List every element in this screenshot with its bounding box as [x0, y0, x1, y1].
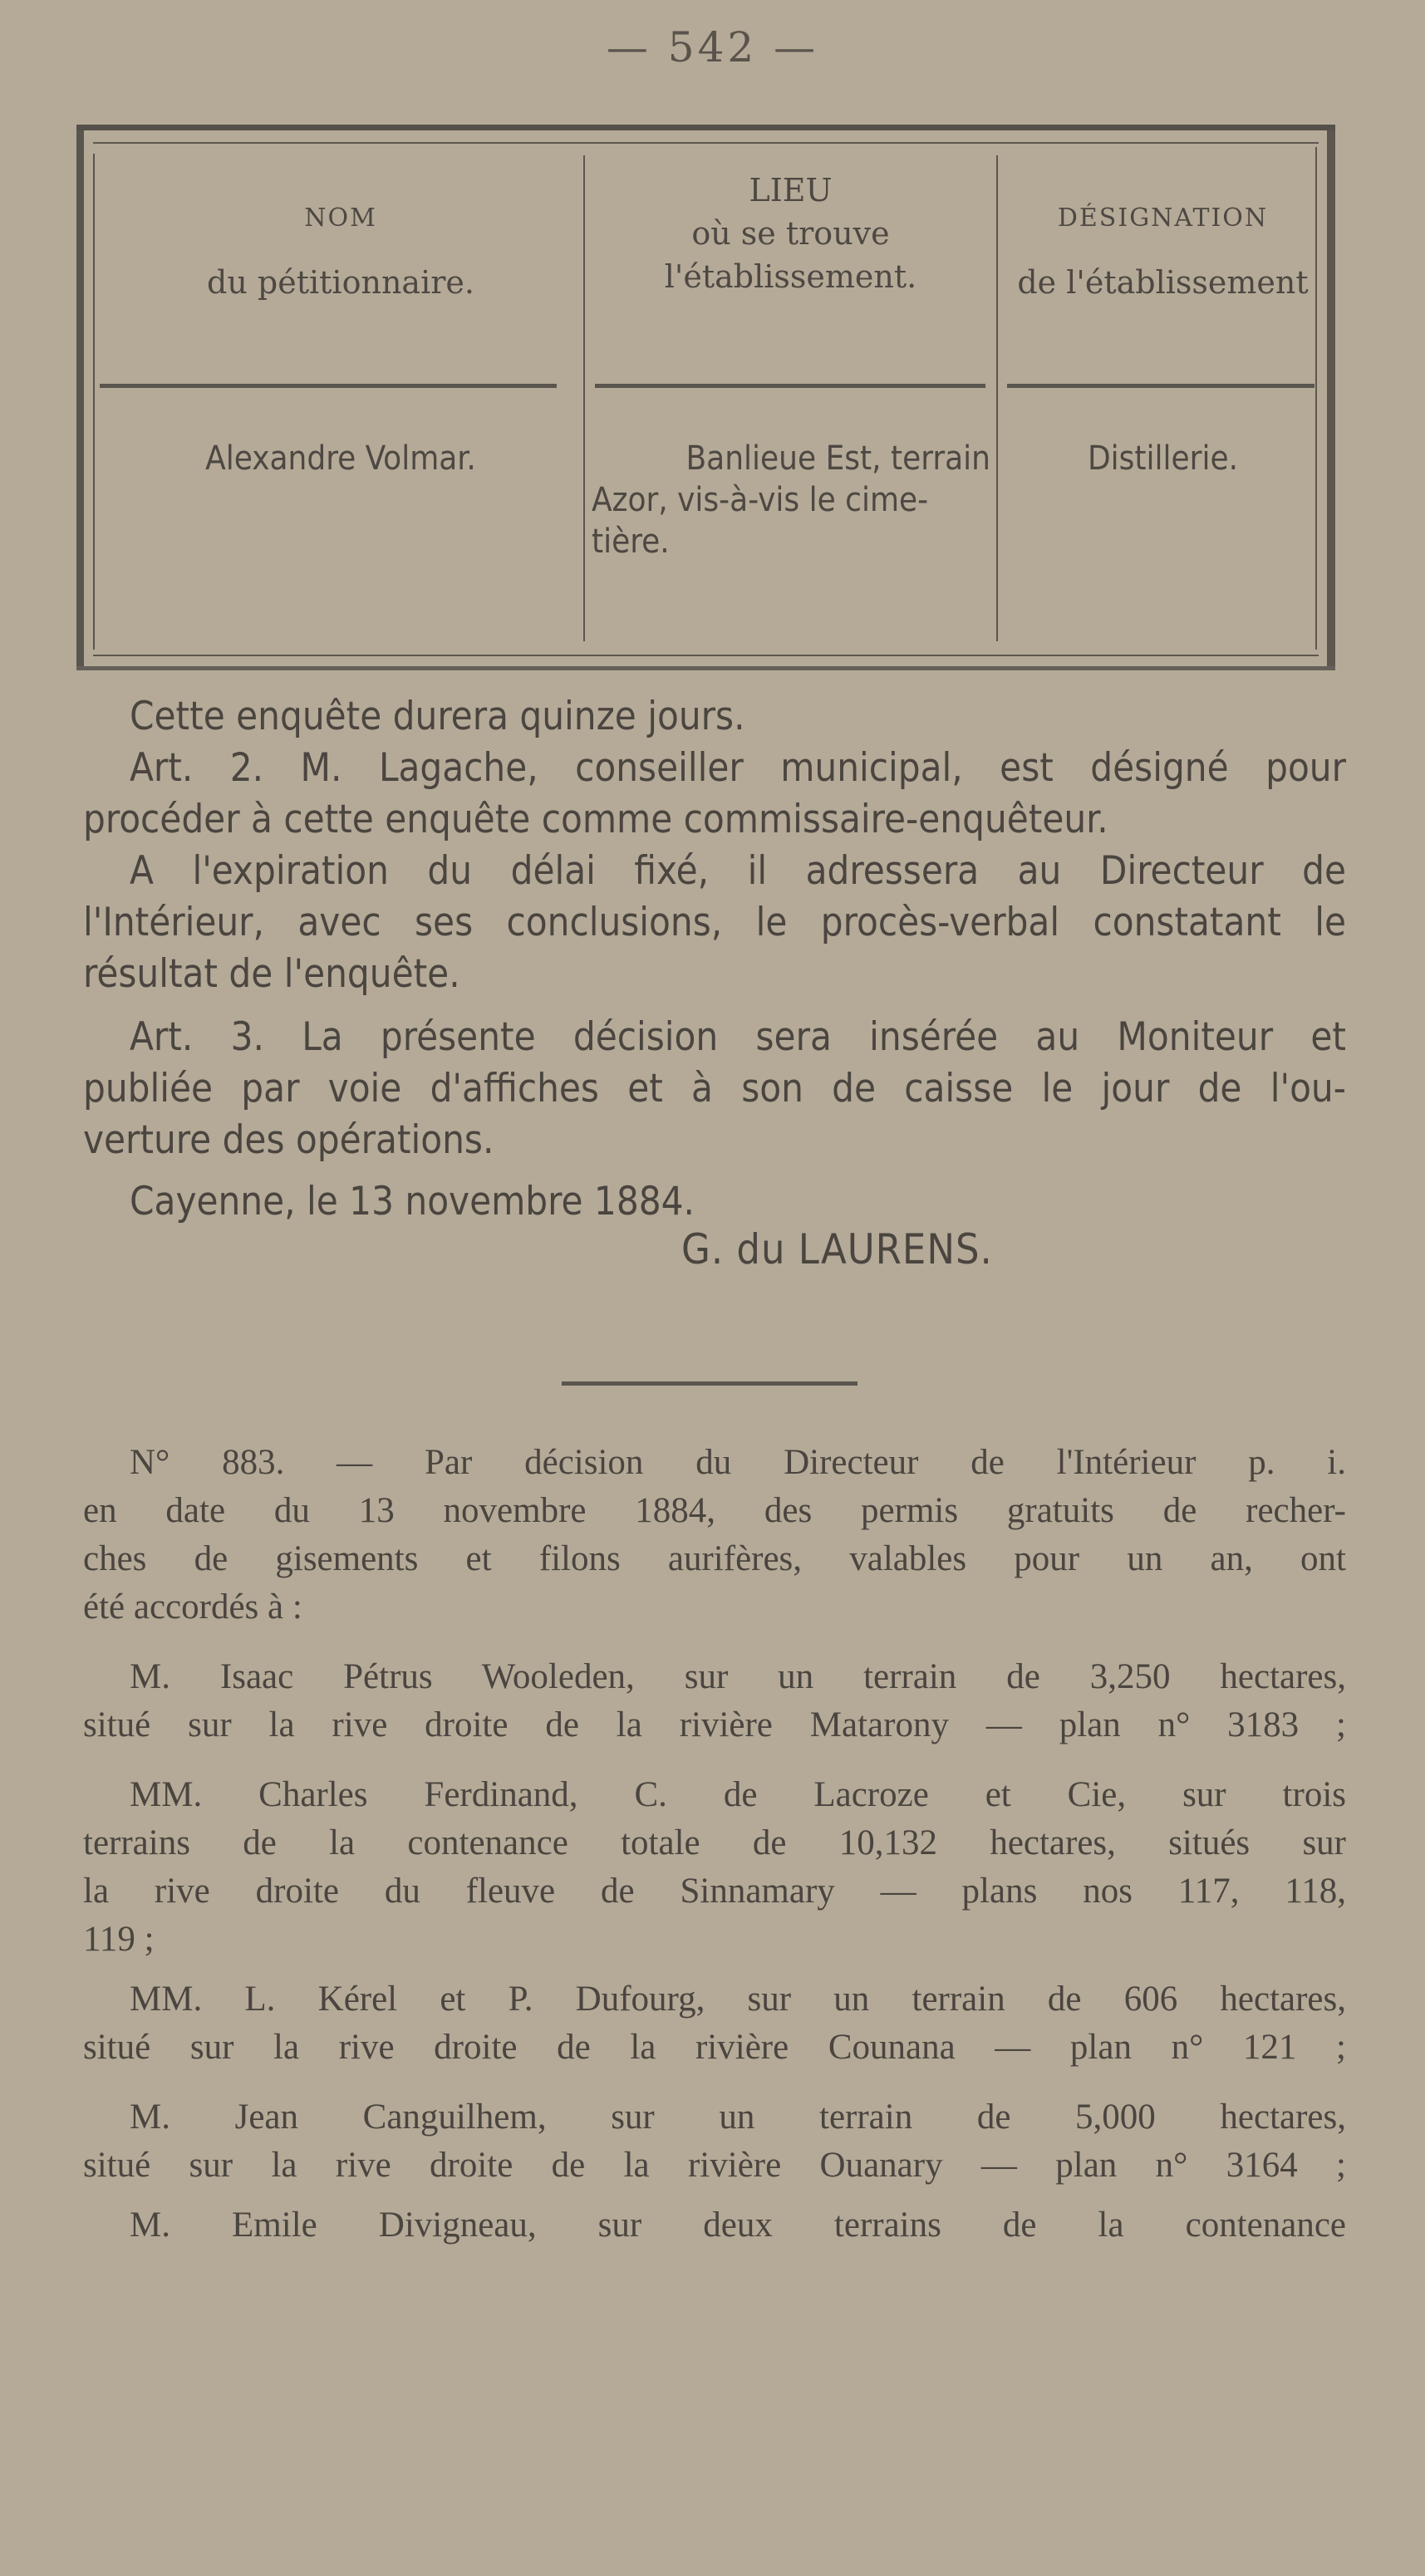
- header-nom-top: NOM: [304, 204, 377, 233]
- decision-line-4: été accordés à :: [83, 1587, 302, 1627]
- table-border-right: [1327, 130, 1335, 666]
- column-divider-2: [996, 155, 998, 641]
- header-lieu-bottom: l'établissement.: [664, 258, 917, 295]
- header-rule-2: [595, 384, 985, 388]
- cell-place: [592, 438, 990, 562]
- text-line-8: publiée par voie d'affiches et à son de caisse le jour de l'ou-: [83, 1066, 1346, 1111]
- table-border-bottom-inner: [93, 655, 1319, 656]
- decision-line-3: ches de gisements et filons aurifères, valables pour un an, ont: [83, 1539, 1346, 1578]
- establishment-table: [76, 125, 1335, 670]
- text-line-4: A l'expiration du délai fixé, il adressera au Directeur de: [130, 848, 1346, 894]
- header-lieu: [585, 172, 996, 295]
- entry-a-line-1: M. Isaac Pétrus Wooleden, sur un terrain de 3,250 hectares,: [130, 1657, 1346, 1696]
- table-border-top-inner: [93, 142, 1319, 144]
- header-rule-1: [100, 384, 557, 388]
- entry-d-line-1: M. Jean Canguilhem, sur un terrain de 5,000 hectares,: [130, 2098, 1346, 2137]
- entry-b-line-2: terrains de la contenance totale de 10,132 hectares, situés sur: [83, 1823, 1346, 1862]
- cell-place-line2: Azor, vis-à-vis le cime-: [592, 481, 929, 519]
- cell-name: Alexandre Volmar.: [205, 439, 476, 478]
- entry-b-line-1: MM. Charles Ferdinand, C. de Lacroze et Cie, sur trois: [130, 1775, 1346, 1814]
- decision-line-1: N° 883. — Par décision du Directeur de l'Intérieur p. i.: [130, 1443, 1346, 1482]
- page-number: — 542 —: [606, 23, 819, 71]
- enquete-text: [83, 691, 1346, 1228]
- entry-c-line-2: situé sur la rive droite de la rivière Counana — plan n° 121 ;: [83, 2028, 1346, 2067]
- header-lieu-top: LIEU: [749, 172, 833, 209]
- text-line-9: verture des opérations.: [83, 1117, 494, 1163]
- text-line-1: Cette enquête durera quinze jours.: [130, 694, 745, 739]
- entry-a-line-2: situé sur la rive droite de la rivière Matarony — plan n° 3183 ;: [83, 1705, 1346, 1744]
- table-border-left: [76, 130, 84, 666]
- signature: G. du LAURENS.: [681, 1225, 993, 1273]
- cell-place-line1: Banlieue Est, terrain: [685, 439, 990, 478]
- header-rule-3: [1007, 384, 1314, 388]
- text-line-5: l'Intérieur, avec ses conclusions, le procès-verbal constatant le: [83, 900, 1346, 945]
- entry-c-line-1: MM. L. Kérel et P. Dufourg, sur un terrain de 606 hectares,: [130, 1980, 1346, 2019]
- header-nom-bottom: du pétitionnaire.: [207, 264, 474, 301]
- table-border-left-inner: [93, 154, 95, 650]
- entry-b-line-3: la rive droite du fleuve de Sinnamary — plans nos 117, 118,: [83, 1872, 1346, 1911]
- entry-b-line-4: 119 ;: [83, 1920, 155, 1959]
- header-designation: [999, 204, 1327, 301]
- header-nom: [100, 204, 582, 301]
- text-line-2: Art. 2. M. Lagache, conseiller municipal, est désigné pour: [130, 745, 1346, 791]
- entry-d-line-2: situé sur la rive droite de la rivière Ouanary — plan n° 3164 ;: [83, 2146, 1346, 2185]
- section-separator: [562, 1381, 857, 1386]
- cell-designation: Distillerie.: [1087, 439, 1239, 478]
- header-lieu-mid: où se trouve: [691, 215, 890, 252]
- text-line-6: résultat de l'enquête.: [83, 951, 460, 997]
- text-line-7: Art. 3. La présente décision sera insérée au Moniteur et: [130, 1014, 1346, 1060]
- header-designation-bottom: de l'établissement: [1017, 264, 1309, 301]
- decision-883: [83, 1439, 1346, 2250]
- cell-place-line3: tière.: [592, 523, 670, 561]
- header-designation-top: DÉSIGNATION: [1057, 204, 1269, 233]
- text-line-10: Cayenne, le 13 novembre 1884.: [130, 1179, 695, 1224]
- text-line-3: procéder à cette enquête comme commissaire-enquêteur.: [83, 797, 1108, 842]
- decision-line-2: en date du 13 novembre 1884, des permis gratuits de recher-: [83, 1491, 1346, 1530]
- entry-e-line-1: M. Emile Divigneau, sur deux terrains de la contenance: [130, 2206, 1346, 2245]
